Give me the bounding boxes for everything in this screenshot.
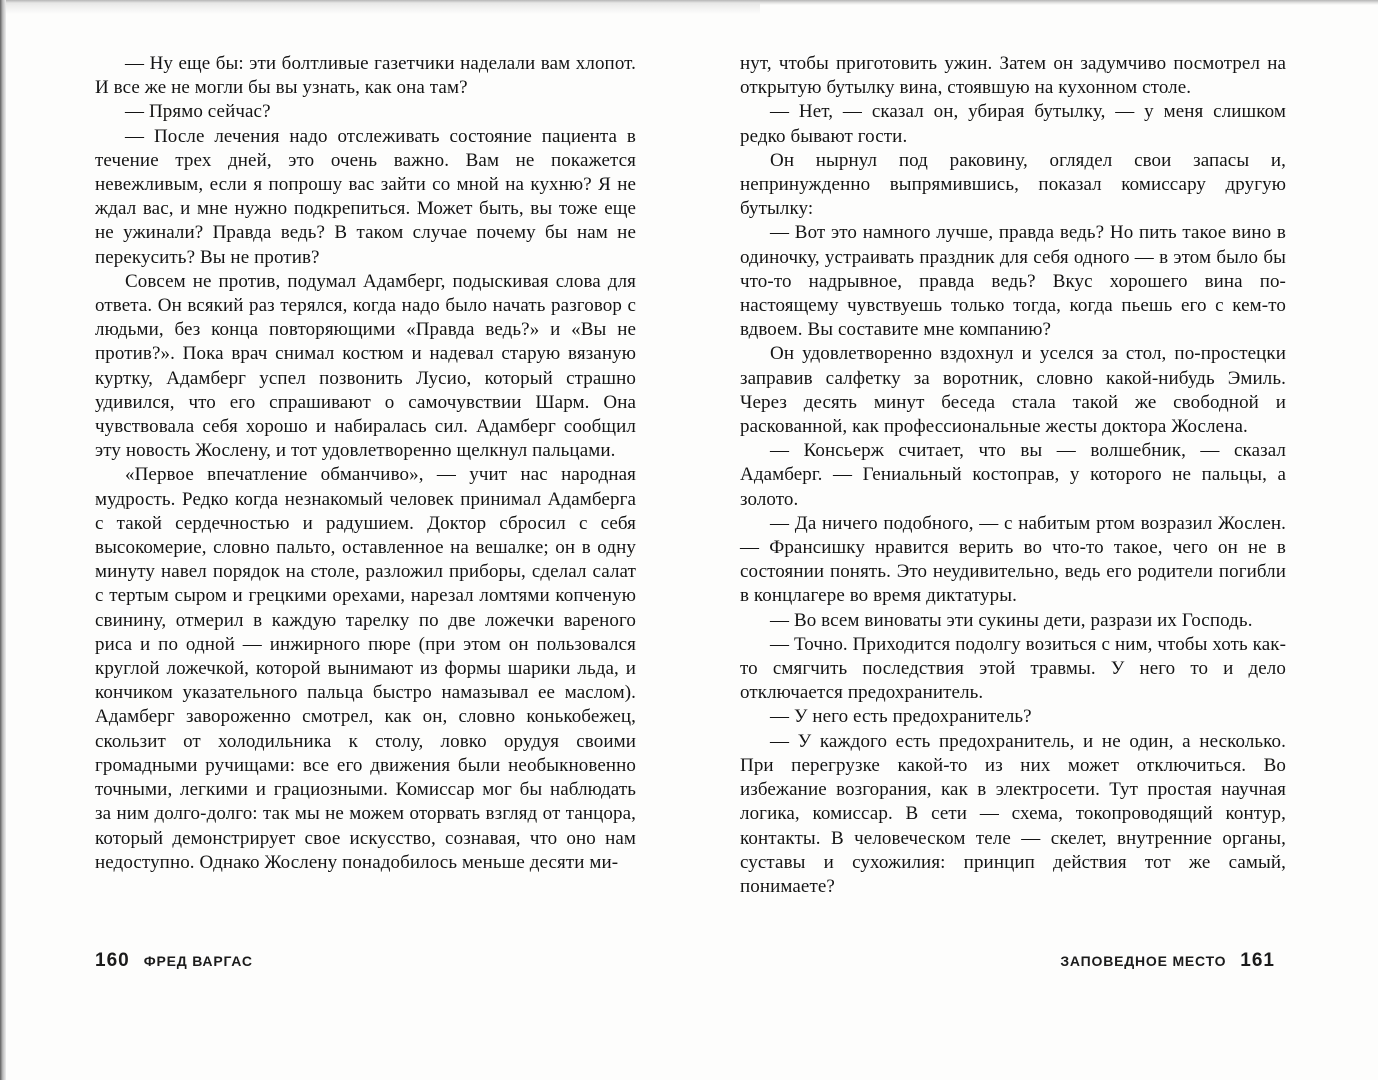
footer-page-number: 161 [1240, 950, 1275, 971]
page-right-footer [1060, 950, 1275, 972]
paragraph: — После лечения надо отслеживать состояние пациента в течение трех дней, это очень важно. Вам не покажется невежливым, если я попрошу вас зайти со мной на кухню? Я не ждал вас, и мне нужно подкрепиться. Может быть, вы тоже еще не ужинали? Правда ведь? В таком случае почему бы нам не перекусить? Вы не против? [95, 125, 636, 268]
page-right [689, 0, 1378, 1080]
paragraph: — Точно. Приходится подолгу возиться с ним, чтобы хоть как-то смягчить последствия этой травмы. У него то и дело отключается предохранитель. [740, 633, 1286, 704]
page-left-text [95, 52, 636, 875]
page-left-footer [95, 950, 253, 972]
footer-page-number: 160 [95, 950, 130, 971]
paragraph: — Ну еще бы: эти болтливые газетчики наделали вам хлопот. И все же не могли бы вы узнать, как она там? [95, 53, 636, 99]
scan-edge-top [0, 0, 1378, 5]
paragraph: — Во всем виноваты эти сукины дети, разрази их Господь. [770, 609, 1253, 631]
footer-running-title: ЗАПОВЕДНОЕ МЕСТО [1060, 953, 1227, 969]
paragraph: — У него есть предохранитель? [770, 706, 1032, 728]
paragraph: нут, чтобы приготовить ужин. Затем он задумчиво посмотрел на открытую бутылку вина, стоявшую на кухонном столе. [740, 53, 1286, 99]
paragraph: — У каждого есть предохранитель, и не один, а несколько. При перегрузке какой-то из них может отключиться. Во избежание возгорания, как в электросети. Тут простая научная логика, комиссар. В сети — схема, токопроводящий контур, контакты. В человеческом теле — скелет, внутренние органы, суставы и сухожилия: принцип действия тот же самый, понимаете? [740, 730, 1286, 897]
paragraph: Он удовлетворенно вздохнул и уселся за стол, по-простецки заправив салфетку за воротник, словно какой-нибудь Эмиль. Через десять минут беседа стала такой же свободной и раскованной, как профессиональные жесты доктора Жослена. [740, 343, 1286, 438]
footer-running-title: ФРЕД ВАРГАС [143, 953, 253, 969]
scan-edge-left [0, 0, 6, 1080]
paragraph: «Первое впечатление обманчиво», — учит нас народная мудрость. Редко когда незнакомый человек принимал Адамберга с такой сердечностью и радушием. Доктор сбросил с себя высокомерие, словно пальто, оставленное на вешалке; он в одну минуту навел порядок на столе, разложил приборы, сделал салат с тертым сыром и грецкими орехами, нарезал ломтями копченую свинину, отмерил в каждую тарелку по две ложечки вареного риса и по одной — инжирного пюре (при этом он пользовался круглой ложечкой, которой вынимают из формы шарики льда, и кончиком указательного пальца быстро намазывал ее маслом). Адамберг завороженно смотрел, как он, словно конькобежец, скользит от холодильника к столу, ловко орудуя своими громадными ручищами: все его движения были необыкновенно точными, легкими и грациозными. Комиссар мог бы наблюдать за ним долго-долго: так мы не можем оторвать взгляд от танцора, который демонстрирует свое искусство, сознавая, что оно нам недоступно. Однако Жослену понадобилось меньше десяти ми- [95, 464, 636, 873]
paragraph: — Прямо сейчас? [125, 101, 271, 123]
page-right-text [740, 52, 1286, 899]
paragraph: — Нет, — сказал он, убирая бутылку, — у меня слишком редко бывают гости. [740, 101, 1286, 147]
paragraph: Он нырнул под раковину, оглядел свои запасы и, непринужденно выпрямившись, показал комиссару другую бутылку: [740, 149, 1286, 220]
paragraph: — Вот это намного лучше, правда ведь? Но пить такое вино в одиночку, устраивать праздник для себя одного — в этом было бы что-то надрывное, правда ведь? Вкус хорошего вина по-настоящему чувствуешь только тогда, когда пьешь его с кем-то вдвоем. Вы составите мне компанию? [740, 222, 1286, 341]
paragraph: — Да ничего подобного, — с набитым ртом возразил Жослен. — Франсишку нравится верить во что-то такое, чего он не в состоянии понять. Это неудивительно, ведь его родители погибли в концлагере во время диктатуры. [740, 512, 1286, 607]
paragraph: — Консьерж считает, что вы — волшебник, — сказал Адамберг. — Гениальный костоправ, у которого не пальцы, а золото. [740, 440, 1286, 510]
paragraph: Совсем не против, подумал Адамберг, подыскивая слова для ответа. Он всякий раз терялся, когда надо было начать разговор с людьми, без конца повторяющими «Правда ведь?» и «Вы не против?». Пока врач снимал костюм и надевал старую вязаную куртку, Адамберг успел позвонить Лусио, который страшно удивился, что его спрашивают о самочувствии Шарм. Она чувствовала себя хорошо и набиралась сил. Адамберг сообщил эту новость Жослену, и тот удовлетворенно щелкнул пальцами. [95, 270, 636, 462]
